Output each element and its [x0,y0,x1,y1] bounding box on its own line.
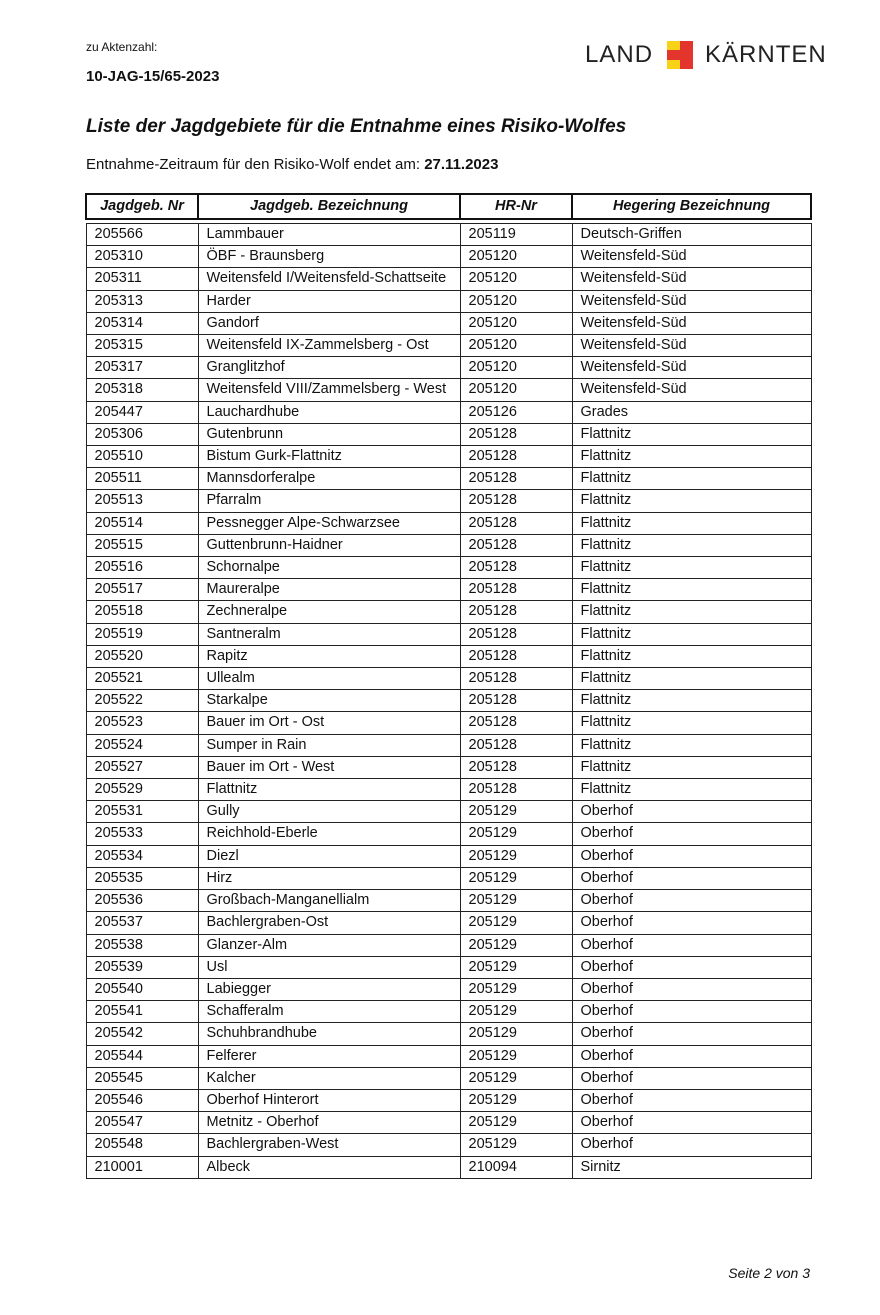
cell-hr-nr: 205120 [460,312,572,334]
aktenzahl-label: zu Aktenzahl: [86,40,158,54]
cell-hr-nr: 205128 [460,423,572,445]
cell-hr-nr: 205129 [460,823,572,845]
cell-hr-nr: 205129 [460,867,572,889]
cell-hegering-bezeichnung: Oberhof [572,978,811,1000]
table-row [86,401,811,423]
land-kaernten-logo [585,40,827,70]
cell-hr-nr: 205129 [460,1001,572,1023]
header-jagdgeb-bezeichnung: Jagdgeb. Bezeichnung [198,194,460,219]
cell-hegering-bezeichnung: Flattnitz [572,734,811,756]
cell-jagdgeb-nr: 205548 [86,1134,198,1156]
cell-hr-nr: 205128 [460,645,572,667]
cell-jagdgeb-nr: 205517 [86,579,198,601]
cell-jagdgeb-nr: 205546 [86,1089,198,1111]
hunting-areas-table [85,193,812,1179]
cell-jagdgeb-nr: 205523 [86,712,198,734]
cell-jagdgeb-nr: 205566 [86,224,198,246]
cell-jagdgeb-bezeichnung: Weitensfeld I/Weitensfeld-Schattseite [198,268,460,290]
cell-hegering-bezeichnung: Weitensfeld-Süd [572,268,811,290]
table-row [86,335,811,357]
cell-hr-nr: 205128 [460,779,572,801]
table-row [86,645,811,667]
cell-jagdgeb-bezeichnung: Maureralpe [198,579,460,601]
coat-of-arms-icon [667,41,693,69]
cell-hr-nr: 205120 [460,268,572,290]
cell-hegering-bezeichnung: Weitensfeld-Süd [572,312,811,334]
cell-hegering-bezeichnung: Flattnitz [572,446,811,468]
cell-jagdgeb-bezeichnung: Schafferalm [198,1001,460,1023]
table-row [86,934,811,956]
table-row [86,557,811,579]
cell-hr-nr: 205119 [460,224,572,246]
cell-jagdgeb-bezeichnung: Bachlergraben-Ost [198,912,460,934]
cell-hegering-bezeichnung: Flattnitz [572,534,811,556]
cell-jagdgeb-nr: 205315 [86,335,198,357]
cell-hegering-bezeichnung: Flattnitz [572,690,811,712]
cell-jagdgeb-nr: 205522 [86,690,198,712]
table-row [86,823,811,845]
cell-jagdgeb-bezeichnung: Kalcher [198,1067,460,1089]
cell-hr-nr: 205128 [460,557,572,579]
cell-hegering-bezeichnung: Sirnitz [572,1156,811,1178]
cell-hr-nr: 205120 [460,290,572,312]
cell-jagdgeb-bezeichnung: Granglitzhof [198,357,460,379]
cell-jagdgeb-bezeichnung: Bachlergraben-West [198,1134,460,1156]
table-row [86,912,811,934]
cell-hegering-bezeichnung: Oberhof [572,956,811,978]
cell-hr-nr: 210094 [460,1156,572,1178]
cell-jagdgeb-bezeichnung: Sumper in Rain [198,734,460,756]
cell-hegering-bezeichnung: Flattnitz [572,668,811,690]
cell-hr-nr: 205128 [460,579,572,601]
cell-jagdgeb-bezeichnung: Lammbauer [198,224,460,246]
cell-hr-nr: 205120 [460,335,572,357]
cell-jagdgeb-bezeichnung: Starkalpe [198,690,460,712]
cell-jagdgeb-bezeichnung: Gandorf [198,312,460,334]
cell-jagdgeb-nr: 205547 [86,1112,198,1134]
cell-jagdgeb-nr: 205518 [86,601,198,623]
cell-hegering-bezeichnung: Flattnitz [572,468,811,490]
cell-hegering-bezeichnung: Grades [572,401,811,423]
cell-hegering-bezeichnung: Oberhof [572,890,811,912]
cell-hr-nr: 205129 [460,912,572,934]
cell-hegering-bezeichnung: Flattnitz [572,623,811,645]
period-line [86,156,498,173]
cell-hr-nr: 205128 [460,756,572,778]
table-body [86,224,811,1179]
cell-hegering-bezeichnung: Oberhof [572,912,811,934]
table-row [86,423,811,445]
logo-word-land: LAND [585,41,654,68]
cell-jagdgeb-nr: 205539 [86,956,198,978]
cell-hegering-bezeichnung: Flattnitz [572,601,811,623]
cell-hr-nr: 205129 [460,1134,572,1156]
cell-hegering-bezeichnung: Flattnitz [572,756,811,778]
cell-hegering-bezeichnung: Flattnitz [572,557,811,579]
table-row [86,690,811,712]
cell-hegering-bezeichnung: Oberhof [572,1112,811,1134]
cell-jagdgeb-bezeichnung: Labiegger [198,978,460,1000]
table-row [86,246,811,268]
table-row [86,712,811,734]
cell-hegering-bezeichnung: Weitensfeld-Süd [572,357,811,379]
cell-hegering-bezeichnung: Oberhof [572,1067,811,1089]
cell-jagdgeb-bezeichnung: Bauer im Ort - Ost [198,712,460,734]
header-hegering-bezeichnung: Hegering Bezeichnung [572,194,811,219]
table-row [86,446,811,468]
cell-jagdgeb-bezeichnung: Oberhof Hinterort [198,1089,460,1111]
table-row [86,1001,811,1023]
cell-hegering-bezeichnung: Weitensfeld-Süd [572,379,811,401]
cell-jagdgeb-nr: 205510 [86,446,198,468]
table-row [86,779,811,801]
table-row [86,623,811,645]
cell-jagdgeb-bezeichnung: Gully [198,801,460,823]
cell-jagdgeb-bezeichnung: Diezl [198,845,460,867]
cell-jagdgeb-bezeichnung: Guttenbrunn-Haidner [198,534,460,556]
cell-jagdgeb-nr: 205521 [86,668,198,690]
cell-jagdgeb-bezeichnung: Weitensfeld IX-Zammelsberg - Ost [198,335,460,357]
table-row [86,978,811,1000]
cell-hegering-bezeichnung: Oberhof [572,934,811,956]
cell-jagdgeb-nr: 205516 [86,557,198,579]
cell-jagdgeb-nr: 205541 [86,1001,198,1023]
cell-jagdgeb-bezeichnung: Großbach-Manganellialm [198,890,460,912]
cell-hegering-bezeichnung: Flattnitz [572,512,811,534]
cell-jagdgeb-bezeichnung: Santneralm [198,623,460,645]
cell-hr-nr: 205120 [460,379,572,401]
cell-jagdgeb-bezeichnung: Mannsdorferalpe [198,468,460,490]
cell-hegering-bezeichnung: Flattnitz [572,423,811,445]
cell-jagdgeb-nr: 205536 [86,890,198,912]
cell-hr-nr: 205129 [460,801,572,823]
table-row [86,867,811,889]
cell-jagdgeb-nr: 205545 [86,1067,198,1089]
cell-jagdgeb-bezeichnung: Bauer im Ort - West [198,756,460,778]
cell-jagdgeb-bezeichnung: Albeck [198,1156,460,1178]
cell-jagdgeb-nr: 205540 [86,978,198,1000]
table-row [86,890,811,912]
cell-hr-nr: 205129 [460,1045,572,1067]
cell-jagdgeb-nr: 205533 [86,823,198,845]
cell-jagdgeb-bezeichnung: Harder [198,290,460,312]
cell-jagdgeb-nr: 205538 [86,934,198,956]
cell-hr-nr: 205128 [460,734,572,756]
cell-jagdgeb-nr: 205531 [86,801,198,823]
cell-jagdgeb-bezeichnung: ÖBF - Braunsberg [198,246,460,268]
table-row [86,956,811,978]
cell-hr-nr: 205129 [460,934,572,956]
table-row [86,845,811,867]
document-title: Liste der Jagdgebiete für die Entnahme eines Risiko-Wolfes [86,116,627,137]
cell-hr-nr: 205129 [460,1089,572,1111]
cell-jagdgeb-bezeichnung: Rapitz [198,645,460,667]
cell-jagdgeb-nr: 205520 [86,645,198,667]
logo-word-kaernten: KÄRNTEN [705,41,827,68]
table-row [86,512,811,534]
table-row [86,668,811,690]
cell-hegering-bezeichnung: Oberhof [572,823,811,845]
cell-jagdgeb-nr: 205524 [86,734,198,756]
cell-hegering-bezeichnung: Weitensfeld-Süd [572,246,811,268]
cell-jagdgeb-nr: 205519 [86,623,198,645]
table-row [86,601,811,623]
table-header-row [86,194,811,219]
cell-jagdgeb-bezeichnung: Glanzer-Alm [198,934,460,956]
cell-jagdgeb-nr: 205511 [86,468,198,490]
cell-jagdgeb-nr: 205317 [86,357,198,379]
cell-hegering-bezeichnung: Oberhof [572,1001,811,1023]
aktenzahl-value: 10-JAG-15/65-2023 [86,68,220,85]
table-row [86,357,811,379]
cell-jagdgeb-nr: 205527 [86,756,198,778]
header-hr-nr: HR-Nr [460,194,572,219]
cell-hegering-bezeichnung: Oberhof [572,1023,811,1045]
cell-hr-nr: 205128 [460,690,572,712]
cell-hegering-bezeichnung: Oberhof [572,867,811,889]
table-row [86,379,811,401]
table-row [86,1045,811,1067]
cell-hr-nr: 205129 [460,1067,572,1089]
table-row [86,734,811,756]
cell-hr-nr: 205120 [460,357,572,379]
table-row [86,312,811,334]
cell-jagdgeb-nr: 205311 [86,268,198,290]
period-text: Entnahme-Zeitraum für den Risiko-Wolf endet am: [86,156,425,173]
table-row [86,290,811,312]
table-row [86,1067,811,1089]
cell-jagdgeb-bezeichnung: Zechneralpe [198,601,460,623]
cell-jagdgeb-nr: 205515 [86,534,198,556]
cell-jagdgeb-nr: 205544 [86,1045,198,1067]
table-row [86,1134,811,1156]
cell-jagdgeb-bezeichnung: Usl [198,956,460,978]
cell-hegering-bezeichnung: Deutsch-Griffen [572,224,811,246]
cell-hr-nr: 205128 [460,446,572,468]
cell-jagdgeb-bezeichnung: Felferer [198,1045,460,1067]
table-row [86,1156,811,1178]
cell-jagdgeb-bezeichnung: Weitensfeld VIII/Zammelsberg - West [198,379,460,401]
table-row [86,756,811,778]
table-row [86,1112,811,1134]
cell-jagdgeb-nr: 205310 [86,246,198,268]
cell-jagdgeb-nr: 205447 [86,401,198,423]
period-date: 27.11.2023 [424,156,499,173]
table-row [86,1023,811,1045]
table-row [86,268,811,290]
cell-hr-nr: 205129 [460,845,572,867]
table-row [86,801,811,823]
table-row [86,224,811,246]
cell-hegering-bezeichnung: Oberhof [572,801,811,823]
cell-hegering-bezeichnung: Flattnitz [572,490,811,512]
cell-jagdgeb-nr: 205318 [86,379,198,401]
cell-hr-nr: 205129 [460,956,572,978]
cell-hegering-bezeichnung: Flattnitz [572,645,811,667]
cell-hr-nr: 205128 [460,712,572,734]
cell-jagdgeb-bezeichnung: Pfarralm [198,490,460,512]
cell-jagdgeb-bezeichnung: Flattnitz [198,779,460,801]
cell-hr-nr: 205128 [460,490,572,512]
page-number: Seite 2 von 3 [728,1265,810,1281]
cell-hegering-bezeichnung: Oberhof [572,1045,811,1067]
cell-hr-nr: 205128 [460,668,572,690]
cell-hr-nr: 205128 [460,601,572,623]
cell-jagdgeb-bezeichnung: Bistum Gurk-Flattnitz [198,446,460,468]
cell-hr-nr: 205128 [460,512,572,534]
cell-jagdgeb-nr: 205313 [86,290,198,312]
cell-jagdgeb-nr: 205529 [86,779,198,801]
cell-hegering-bezeichnung: Weitensfeld-Süd [572,290,811,312]
cell-jagdgeb-nr: 205537 [86,912,198,934]
cell-hegering-bezeichnung: Oberhof [572,1134,811,1156]
cell-hr-nr: 205129 [460,890,572,912]
cell-jagdgeb-bezeichnung: Lauchardhube [198,401,460,423]
cell-jagdgeb-bezeichnung: Gutenbrunn [198,423,460,445]
cell-hr-nr: 205126 [460,401,572,423]
table-row [86,579,811,601]
cell-hr-nr: 205128 [460,623,572,645]
cell-jagdgeb-bezeichnung: Metnitz - Oberhof [198,1112,460,1134]
cell-hegering-bezeichnung: Flattnitz [572,779,811,801]
cell-hegering-bezeichnung: Flattnitz [572,579,811,601]
cell-hr-nr: 205120 [460,246,572,268]
cell-jagdgeb-nr: 205542 [86,1023,198,1045]
table-row [86,534,811,556]
cell-hegering-bezeichnung: Oberhof [572,845,811,867]
table-row [86,490,811,512]
cell-jagdgeb-nr: 205513 [86,490,198,512]
cell-jagdgeb-bezeichnung: Pessnegger Alpe-Schwarzsee [198,512,460,534]
cell-hr-nr: 205129 [460,978,572,1000]
cell-jagdgeb-nr: 205314 [86,312,198,334]
cell-jagdgeb-nr: 205534 [86,845,198,867]
cell-jagdgeb-nr: 205306 [86,423,198,445]
cell-hr-nr: 205129 [460,1023,572,1045]
table-row [86,1089,811,1111]
cell-jagdgeb-nr: 210001 [86,1156,198,1178]
cell-jagdgeb-bezeichnung: Ullealm [198,668,460,690]
cell-jagdgeb-nr: 205514 [86,512,198,534]
cell-hegering-bezeichnung: Flattnitz [572,712,811,734]
cell-hegering-bezeichnung: Oberhof [572,1089,811,1111]
cell-hr-nr: 205128 [460,468,572,490]
cell-jagdgeb-nr: 205535 [86,867,198,889]
header-jagdgeb-nr: Jagdgeb. Nr [86,194,198,219]
cell-hr-nr: 205129 [460,1112,572,1134]
table-row [86,468,811,490]
cell-jagdgeb-bezeichnung: Hirz [198,867,460,889]
cell-hr-nr: 205128 [460,534,572,556]
cell-jagdgeb-bezeichnung: Schornalpe [198,557,460,579]
cell-hegering-bezeichnung: Weitensfeld-Süd [572,335,811,357]
cell-jagdgeb-bezeichnung: Reichhold-Eberle [198,823,460,845]
cell-jagdgeb-bezeichnung: Schuhbrandhube [198,1023,460,1045]
